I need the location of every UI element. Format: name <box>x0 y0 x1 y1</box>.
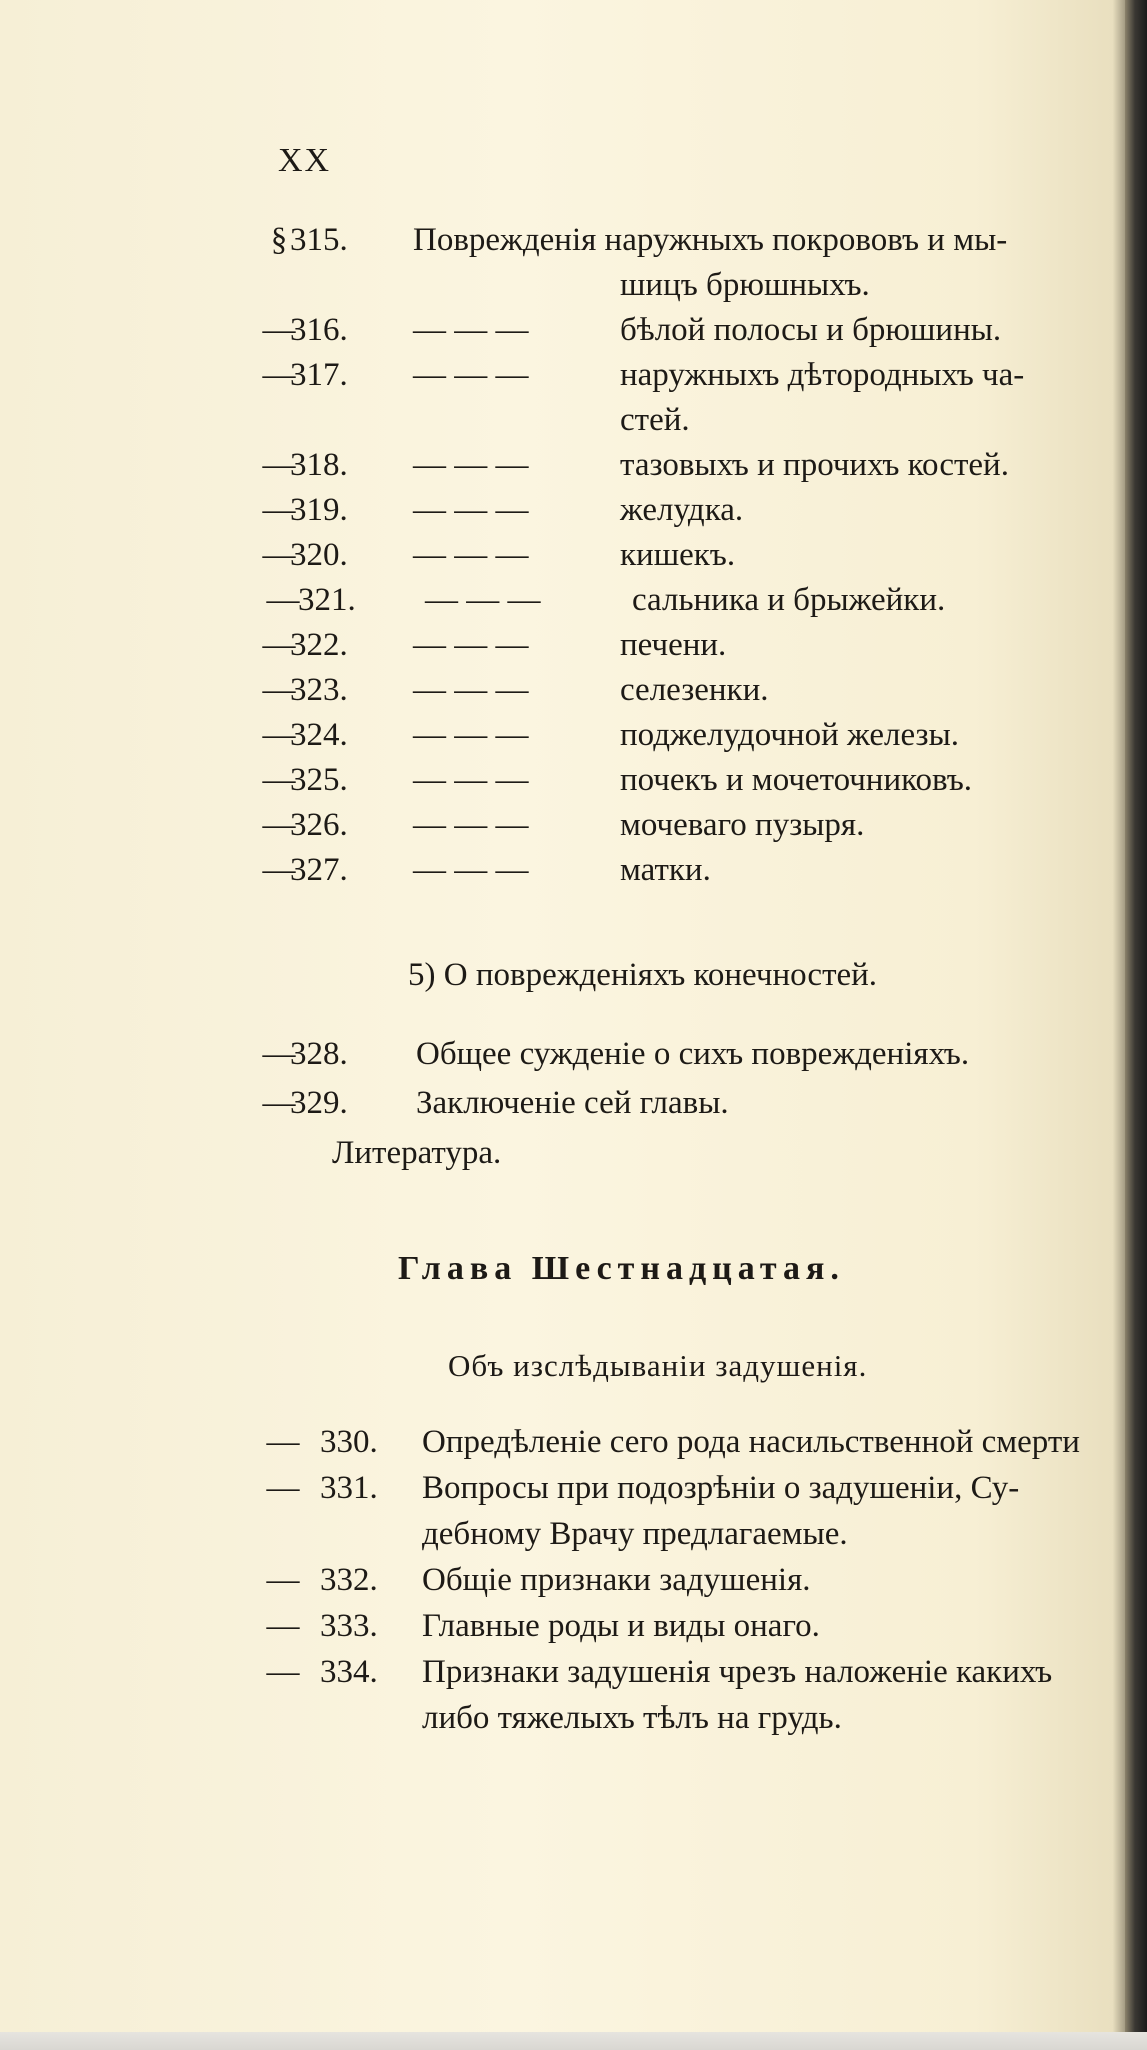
entry-mark: — <box>262 627 296 663</box>
entry-title-continued: шицъ брюшныхъ. <box>620 267 870 303</box>
toc-entry <box>258 717 1118 757</box>
toc-entry <box>258 1036 1118 1076</box>
toc-entry <box>258 537 1118 577</box>
entry-mark: — <box>262 447 296 483</box>
toc-entry <box>262 1608 1122 1648</box>
ditto-marks: — — — <box>413 312 529 348</box>
entry-mark: — <box>266 1562 300 1598</box>
entry-title: матки. <box>620 852 711 888</box>
entry-title: наружныхъ дѣтородныхъ ча- <box>620 357 1025 393</box>
page-number: XX <box>278 142 332 179</box>
toc-entry <box>262 1424 1122 1464</box>
entry-mark: — <box>262 1085 296 1121</box>
entry-title: Заключеніе сей главы. <box>416 1085 729 1121</box>
entry-title: бѣлой полосы и брюшины. <box>620 312 1002 348</box>
entry-number: 321. <box>298 582 356 618</box>
entry-title: Главные роды и виды онаго. <box>422 1608 820 1644</box>
toc-entry <box>258 627 1118 667</box>
chapter-title: Глава Шестнадцатая. <box>398 1250 845 1287</box>
entry-mark: — <box>266 1608 300 1644</box>
entry-title: тазовыхъ и прочихъ костей. <box>620 447 1009 483</box>
entry-mark: — <box>262 672 296 708</box>
entry-number: 331. <box>320 1470 378 1506</box>
entry-number: 332. <box>320 1562 378 1598</box>
entry-title: почекъ и мочеточниковъ. <box>620 762 973 798</box>
ditto-marks: — — — <box>413 852 529 888</box>
toc-entry <box>262 1562 1122 1602</box>
entry-mark: — <box>262 807 296 843</box>
toc-entry <box>258 852 1118 892</box>
toc-entry <box>262 582 1122 622</box>
ditto-marks: — — — <box>413 807 529 843</box>
entry-mark: — <box>262 357 296 393</box>
toc-entry <box>258 1085 1118 1125</box>
entry-mark: — <box>262 717 296 753</box>
entry-mark: — <box>262 537 296 573</box>
scan-bottom-edge <box>0 2032 1147 2050</box>
entry-number: 326. <box>290 807 348 843</box>
toc-entry <box>258 447 1118 487</box>
entry-number: 320. <box>290 537 348 573</box>
entry-title: поджелудочной железы. <box>620 717 959 753</box>
entry-title: Вопросы при подозрѣніи о задушеніи, Су- <box>422 1470 1020 1506</box>
entry-mark: — <box>262 762 296 798</box>
ditto-marks: — — — <box>413 627 529 663</box>
toc-entry <box>262 1470 1122 1510</box>
entry-title-continued: стей. <box>620 402 690 438</box>
entry-mark: — <box>262 312 296 348</box>
entry-number: 328. <box>290 1036 348 1072</box>
entry-number: 318. <box>290 447 348 483</box>
toc-entry <box>262 1654 1122 1694</box>
entry-number: 319. <box>290 492 348 528</box>
entry-number: 323. <box>290 672 348 708</box>
entry-mark: — <box>262 492 296 528</box>
entry-mark: — <box>262 1036 296 1072</box>
book-spine-shadow <box>1125 0 1147 2050</box>
entry-title: печени. <box>620 627 727 663</box>
entry-title: Общіе признаки задушенія. <box>422 1562 811 1598</box>
ditto-marks: — — — <box>413 717 529 753</box>
entry-title: кишекъ. <box>620 537 736 573</box>
entry-number: 330. <box>320 1424 378 1460</box>
entry-number: 325. <box>290 762 348 798</box>
toc-entry <box>258 807 1118 847</box>
toc-entry <box>258 312 1118 352</box>
ditto-marks: — — — <box>425 582 541 618</box>
ditto-marks: — — — <box>413 672 529 708</box>
subsection-heading: 5) О поврежденіяхъ конечностей. <box>408 957 878 993</box>
toc-entry <box>258 222 1118 262</box>
ditto-marks: — — — <box>413 357 529 393</box>
entry-title: Опредѣленіе сего рода насильственной смерти <box>422 1424 1080 1460</box>
entry-title: Поврежденія наружныхъ покрововъ и мы- <box>413 222 1008 258</box>
entry-number: 334. <box>320 1654 378 1690</box>
entry-mark: — <box>266 1470 300 1506</box>
entry-number: 316. <box>290 312 348 348</box>
entry-number: 329. <box>290 1085 348 1121</box>
entry-title: мочеваго пузыря. <box>620 807 865 843</box>
entry-number: 317. <box>290 357 348 393</box>
toc-entry <box>258 357 1118 397</box>
entry-title: желудка. <box>620 492 744 528</box>
entry-number: 315. <box>290 222 348 258</box>
entry-number: 324. <box>290 717 348 753</box>
entry-mark: § <box>270 222 288 258</box>
entry-number: 322. <box>290 627 348 663</box>
entry-title: Признаки задушенія чрезъ наложеніе какихъ <box>422 1654 1053 1690</box>
entry-number: 327. <box>290 852 348 888</box>
entry-number: 333. <box>320 1608 378 1644</box>
entry-mark: — <box>266 582 300 618</box>
entry-title-continued: дебному Врачу предлагаемые. <box>422 1516 848 1552</box>
chapter-subtitle: Объ изслѣдываніи задушенія. <box>448 1348 868 1383</box>
literature-label: Литература. <box>332 1135 502 1171</box>
entry-title: Общее сужденіе о сихъ поврежденіяхъ. <box>416 1036 970 1072</box>
toc-entry <box>258 762 1118 802</box>
entry-title-continued: либо тяжелыхъ тѣлъ на грудь. <box>422 1700 842 1736</box>
entry-mark: — <box>262 852 296 888</box>
toc-entry <box>258 672 1118 712</box>
entry-mark: — <box>266 1424 300 1460</box>
ditto-marks: — — — <box>413 492 529 528</box>
ditto-marks: — — — <box>413 537 529 573</box>
ditto-marks: — — — <box>413 762 529 798</box>
entry-title: сальника и брыжейки. <box>632 582 946 618</box>
toc-entry <box>258 492 1118 532</box>
entry-title: селезенки. <box>620 672 769 708</box>
entry-mark: — <box>266 1654 300 1690</box>
ditto-marks: — — — <box>413 447 529 483</box>
